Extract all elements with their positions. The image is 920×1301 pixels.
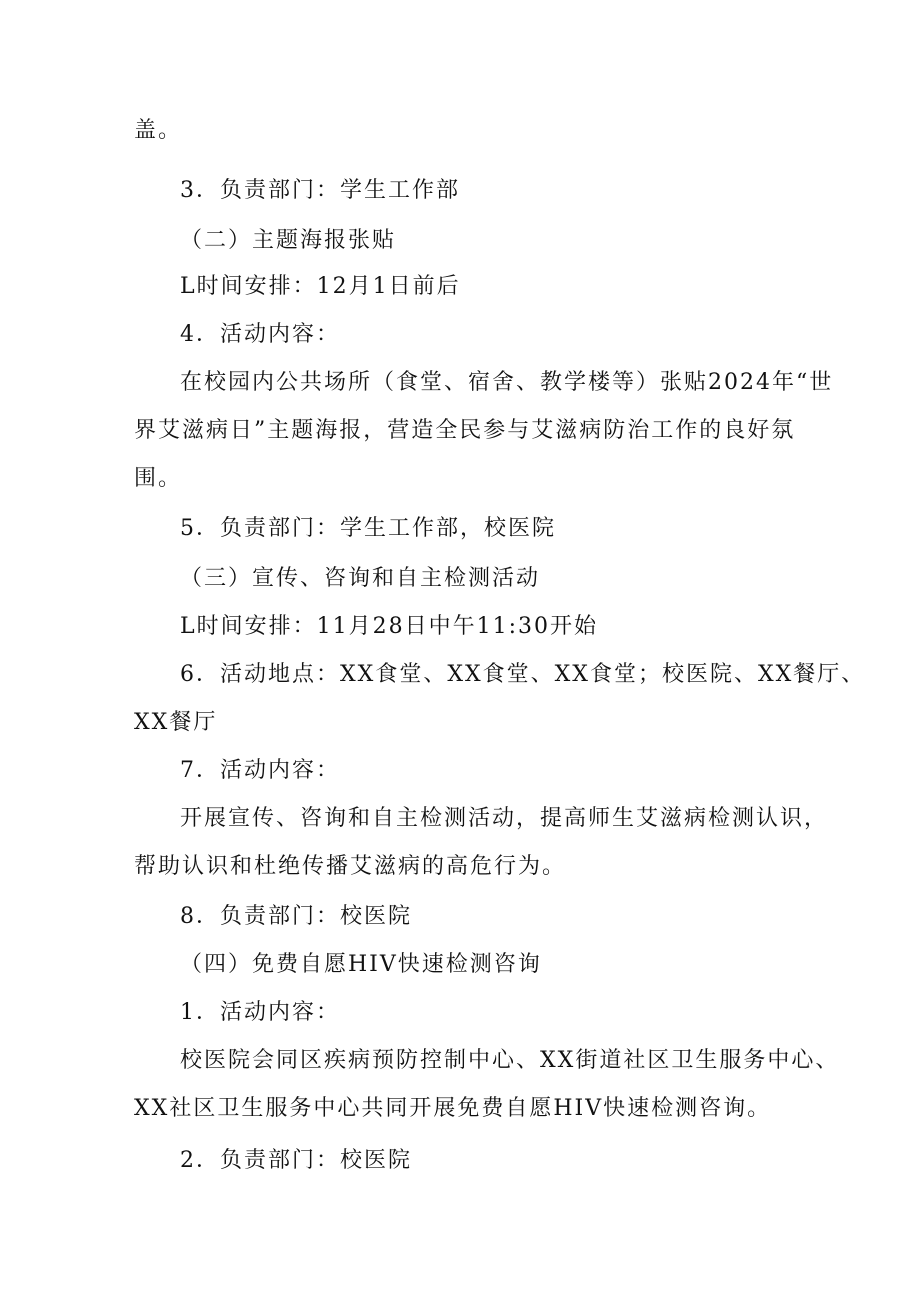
- text-line-8: 围。: [134, 466, 183, 491]
- text-line-4: L时间安排：12月1日前后: [180, 274, 461, 299]
- section-heading-2: （二）主题海报张贴: [180, 228, 397, 253]
- text-line-22: 2．负责部门：校医院: [180, 1148, 412, 1173]
- text-line-11: L时间安排：11月28日中午11:30开始: [180, 614, 598, 639]
- text-line-19: 1．活动内容：: [180, 1000, 340, 1025]
- text-line-16: 帮助认识和杜绝传播艾滋病的高危行为。: [134, 854, 567, 879]
- text-line-21: XX社区卫生服务中心共同开展免费自愿HIV快速检测咨询。: [134, 1096, 772, 1121]
- text-line-17: 8．负责部门：校医院: [180, 904, 412, 929]
- section-heading-4: （四）免费自愿HIV快速检测咨询: [180, 952, 542, 977]
- text-line-7: 界艾滋病日”主题海报，营造全民参与艾滋病防治工作的良好氛: [134, 418, 796, 443]
- text-line-12: 6．活动地点：XX食堂、XX食堂、XX食堂；校医院、XX餐厅、: [180, 662, 866, 687]
- text-line-14: 7．活动内容：: [180, 758, 340, 783]
- text-line-1: 盖。: [134, 118, 183, 143]
- text-line-13: XX餐厅: [134, 710, 218, 735]
- text-line-2: 3．负责部门：学生工作部: [180, 178, 460, 203]
- text-line-9: 5．负责部门：学生工作部，校医院: [180, 516, 556, 541]
- text-line-5: 4．活动内容：: [180, 322, 340, 347]
- text-line-6: 在校园内公共场所（食堂、宿舍、教学楼等）张贴2024年“世: [180, 370, 834, 395]
- text-line-15: 开展宣传、咨询和自主检测活动，提高师生艾滋病检测认识，: [180, 806, 829, 831]
- section-heading-3: （三）宣传、咨询和自主检测活动: [180, 566, 541, 591]
- text-line-20: 校医院会同区疾病预防控制中心、XX街道社区卫生服务中心、: [180, 1048, 840, 1073]
